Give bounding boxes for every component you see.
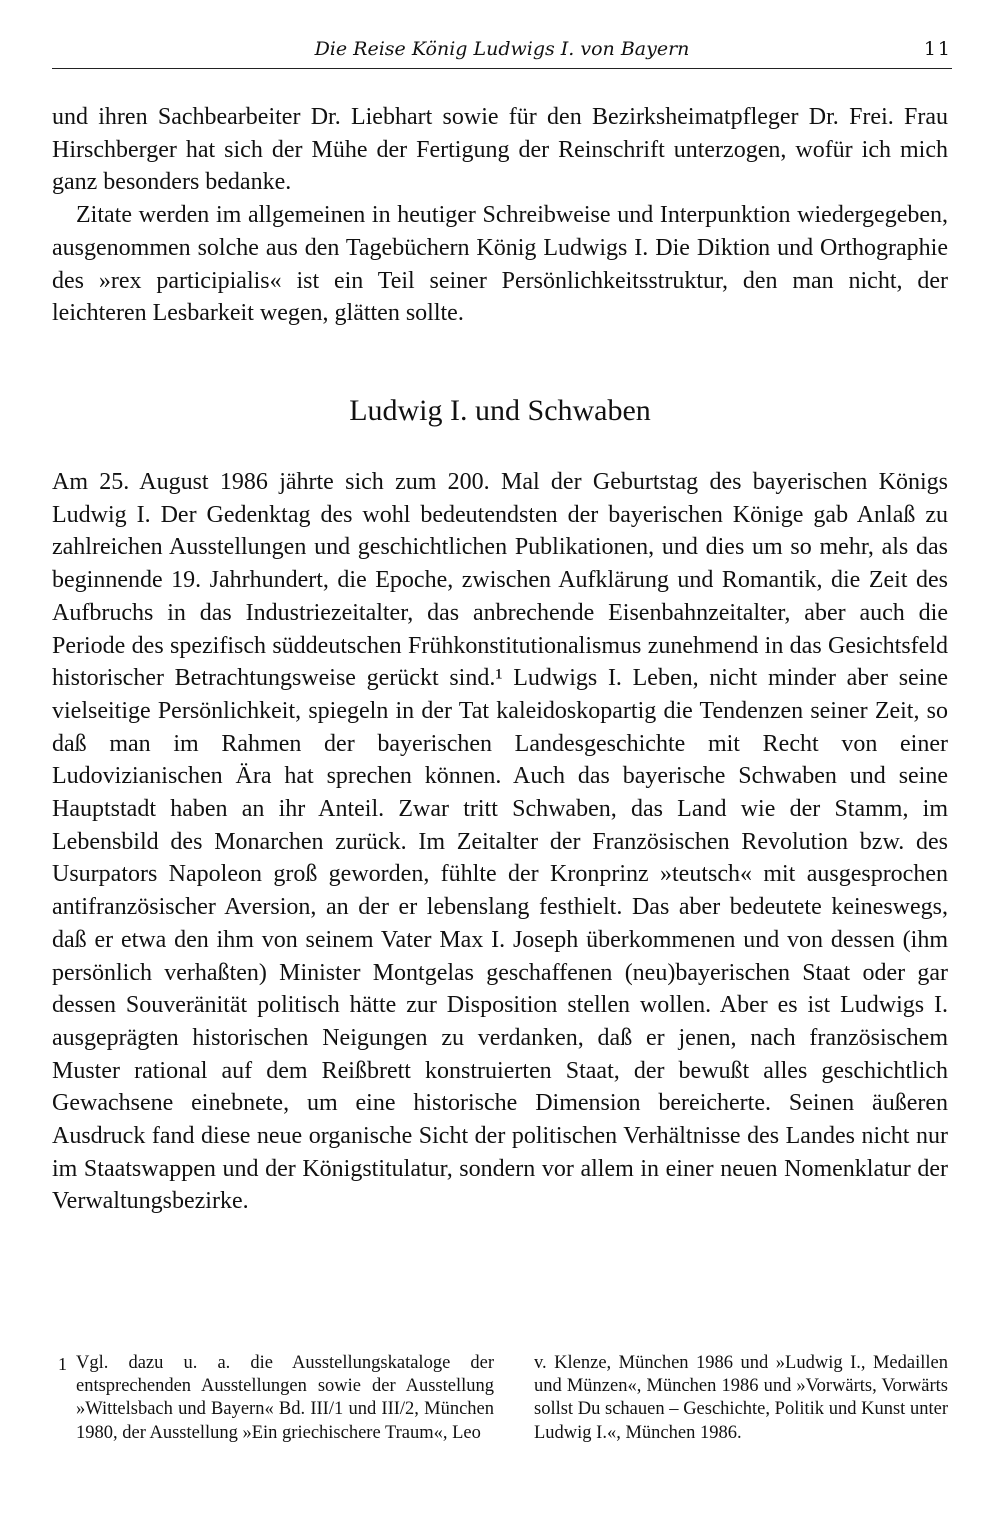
footnote-marker: 1 (58, 1354, 67, 1374)
footnote-right-column: v. Klenze, München 1986 und »Ludwig I., Medaillen und Münzen«, München 1986 und »Vorwärts, Vorwärts sollst Du schauen – Geschichte, Politik und Kunst unter Ludwig I.«, München 1986. (534, 1353, 948, 1443)
page-number: 11 (923, 38, 952, 60)
body-text (52, 466, 948, 1218)
running-head (52, 36, 952, 69)
intro-paragraph-1: und ihren Sachbearbeiter Dr. Liebhart sowie für den Bezirksheimatpfleger Dr. Frei. Frau Hirschberger hat sich der Mühe der Fertigung der Reinschrift unterzogen, wofür ich mich ganz besonders bedanke. (52, 104, 948, 196)
section-heading: Ludwig I. und Schwaben (349, 394, 651, 427)
footnotes (52, 1346, 950, 1506)
intro-text (52, 101, 948, 330)
running-title: Die Reise König Ludwigs I. von Bayern (314, 38, 690, 60)
body-paragraph: Am 25. August 1986 jährte sich zum 200. Mal der Geburtstag des bayerischen Königs Ludwig I. Der Gedenktag des wohl bedeutendsten der bayerischen Könige gab Anlaß zu zahlreichen Ausstellungen und geschichtlichen Publikationen, und dies um so mehr, als das beginnende 19. Jahrhundert, die Epoche, zwischen Aufklärung und Romantik, die Zeit des Aufbruchs in das Industriezeitalter, das anbrechende Eisenbahnzeitalter, aber auch die Periode des spezifisch süddeutschen Frühkonstitutionalismus zunehmend in das Gesichtsfeld historischer Betrachtungsweise gerückt sind.¹ Ludwigs I. Leben, nicht minder aber seine vielseitige Persönlichkeit, spiegeln in der Tat kaleidoskopartig die Tendenzen seiner Zeit, so daß man im Rahmen der bayerischen Landesgeschichte mit Recht von einer Ludovizianischen Ära hat sprechen können. Auch das bayerische Schwaben und seine Hauptstadt haben an ihr Anteil. Zwar tritt Schwaben, das Land wie der Stamm, im Lebensbild des Monarchen zurück. Im Zeitalter der Französischen Revolution bzw. des Usurpators Napoleon groß geworden, fühlte der Kronprinz »teutsch« mit ausgesprochen antifranzösischer Aversion, an der er lebenslang festhielt. Das aber bedeutete keineswegs, daß er etwa den ihm von seinem Vater Max I. Joseph überkommenen und von dessen (ihm persönlich verhaßten) Minister Montgelas geschaffenen (neu)bayerischen Staat oder gar dessen Souveränität politisch hätte zur Disposition stellen wollen. Aber es ist Ludwigs I. ausgeprägten historischen Neigungen zu verdanken, daß er jenen, nach französischem Muster rational auf dem Reißbrett konstruierten Staat, der bewußt alles geschichtlich Gewachsene einebnete, um eine historische Dimension bereicherte. Seinen äußeren Ausdruck fand diese neue organische Sicht der politischen Verhältnisse des Landes nicht nur im Staatswappen und der Königstitulatur, sondern vor allem in einer neuen Nomenklatur der Verwaltungsbezirke. (52, 469, 948, 1215)
footnote-left-column: Vgl. dazu u. a. die Ausstellungskataloge der entsprechenden Ausstellungen sowie der Ausstellung »Wittelsbach und Bayern« Bd. III/1 und III/2, München 1980, der Ausstellung »Ein griechischere Traum«, Leo (76, 1353, 494, 1443)
intro-paragraph-2: Zitate werden im allgemeinen in heutiger Schreibweise und Interpunktion wiedergegeben, ausgenommen solche aus den Tagebüchern König Ludwigs I. Die Diktion und Orthographie des »rex participialis« ist ein Teil seiner Persönlichkeitsstruktur, den man nicht, der leichteren Lesbarkeit wegen, glätten sollte. (52, 202, 948, 327)
